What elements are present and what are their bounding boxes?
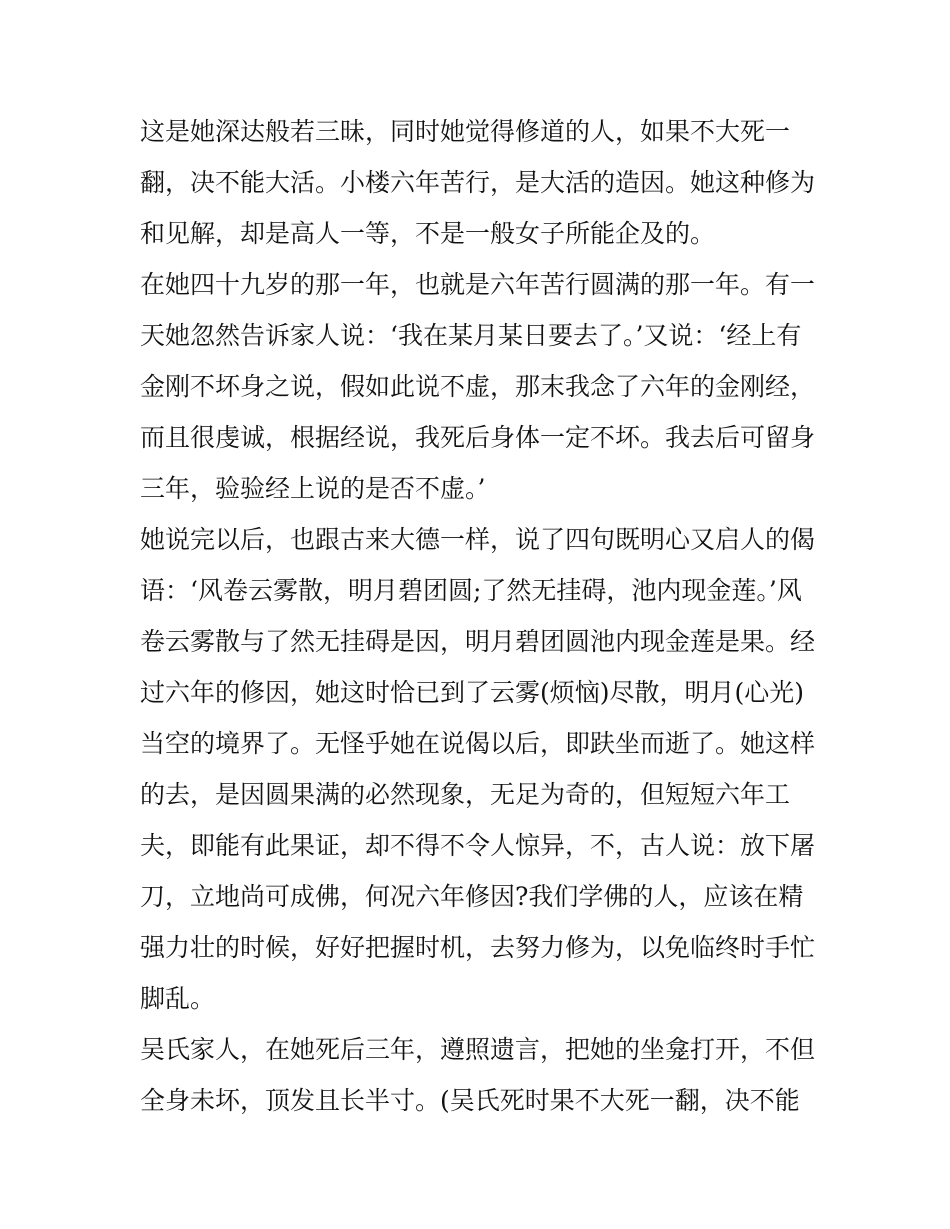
text-line: 吴氏家人，在她死后三年，遵照遗言，把她的坐龛打开，不但 bbox=[140, 1035, 816, 1064]
text-line: 强力壮的时候，好好把握时机，去努力修为，以免临终时手忙 bbox=[140, 933, 816, 962]
text-line: 全身未坏，顶发且长半寸。(吴氏死时果不大死一翻，决不能 bbox=[140, 1086, 800, 1115]
text-line: 刀，立地尚可成佛，何况六年修因?我们学佛的人，应该在精 bbox=[140, 882, 804, 911]
text-line: 天她忽然告诉家人说：‘我在某月某日要去了。’又说：‘经上有 bbox=[140, 321, 802, 350]
text-line: 而且很虔诚，根据经说，我死后身体一定不坏。我去后可留身 bbox=[140, 423, 816, 452]
text-line: 夫，即能有此果证，却不得不令人惊异，不，古人说：放下屠 bbox=[140, 831, 816, 860]
text-line: 语：‘风卷云雾散，明月碧团圆;了然无挂碍，池内现金莲。’风 bbox=[140, 576, 802, 605]
text-line: 和见解，却是高人一等，不是一般女子所能企及的。 bbox=[140, 219, 716, 248]
text-line: 她说完以后，也跟古来大德一样，说了四句既明心又启人的偈 bbox=[140, 525, 816, 554]
text-line: 三年，验验经上说的是否不虚。’ bbox=[140, 474, 486, 503]
text-line: 的去，是因圆果满的必然现象，无足为奇的，但短短六年工 bbox=[140, 780, 791, 809]
text-line: 在她四十九岁的那一年，也就是六年苦行圆满的那一年。有一 bbox=[140, 270, 816, 299]
text-line: 脚乱。 bbox=[140, 984, 216, 1013]
text-line: 金刚不坏身之说，假如此说不虚，那末我念了六年的金刚经， bbox=[140, 372, 816, 401]
text-line: 翻，决不能大活。小楼六年苦行，是大活的造因。她这种修为 bbox=[140, 168, 816, 197]
text-line: 过六年的修因，她这时恰已到了云雾(烦恼)尽散，明月(心光) bbox=[140, 678, 805, 707]
text-line: 当空的境界了。无怪乎她在说偈以后，即趺坐而逝了。她这样 bbox=[140, 729, 816, 758]
text-line: 卷云雾散与了然无挂碍是因，明月碧团圆池内现金莲是果。经 bbox=[140, 627, 816, 656]
body-text bbox=[140, 106, 820, 1126]
text-line: 这是她深达般若三昧，同时她觉得修道的人，如果不大死一 bbox=[140, 117, 791, 146]
